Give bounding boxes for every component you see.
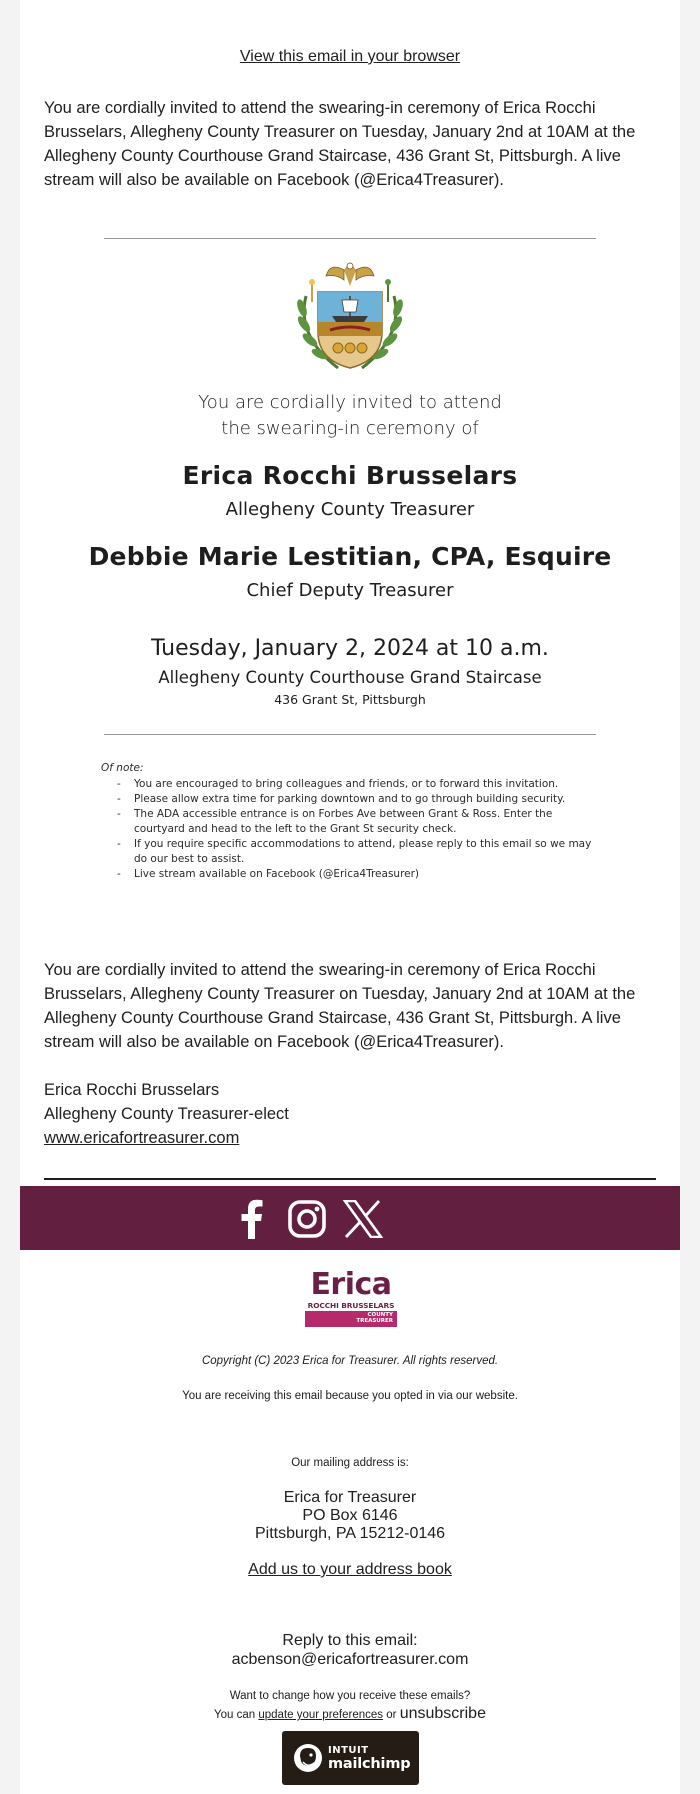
invitation-line-1: You are cordially invited to attend [198,392,502,413]
facebook-icon[interactable] [230,1198,272,1240]
unsubscribe-link[interactable]: unsubscribe [399,1705,486,1722]
change-question: Want to change how you receive these emails? [229,1690,471,1702]
invitation-graphic [84,238,616,898]
event-address: 436 Grant St, Pittsburgh [274,692,426,707]
logo-band-line-1: COUNTY [367,1312,393,1318]
signature-block [44,1078,289,1150]
opt-in-reason: You are receiving this email because you opted in via our website. [182,1390,518,1402]
of-note-section [101,762,601,882]
preferences-row [20,1705,680,1724]
deputy-title: Chief Deputy Treasurer [246,580,454,601]
reply-email[interactable]: acbenson@ericafortreasurer.com [231,1651,469,1668]
view-in-browser-link[interactable]: View this email in your browser [239,48,461,65]
instagram-icon[interactable] [286,1198,328,1240]
treasurer-title: Allegheny County Treasurer [225,499,475,520]
address-book-row [20,1561,680,1579]
notes-list [101,777,601,882]
county-seal-icon [286,256,414,378]
mailing-address-label: Our mailing address is: [291,1457,409,1469]
mailing-address [20,1489,680,1543]
po-box: PO Box 6146 [302,1507,398,1524]
note-item: - Live stream available on Facebook (@Erica4Treasurer) [101,867,601,882]
logo-band [305,1311,397,1327]
invitation-top-rule [104,238,596,239]
note-item: - You are encouraged to bring colleagues and friends, or to forward this invitation. [101,777,601,792]
invitation-mid-rule [104,734,596,735]
reply-block [20,1631,680,1669]
preferences-block [20,1688,680,1724]
note-item: - The ADA accessible entrance is on Forbes Ave between Grant & Ross. Enter the courtyard and head to the left to the Grant St security check. [101,807,601,837]
you-can-text: You can [214,1709,256,1721]
website-link[interactable]: www.ericafortreasurer.com [44,1129,240,1147]
logo-band-line-2: TREASURER [356,1318,393,1324]
copyright-text: Copyright (C) 2023 Erica for Treasurer. All rights reserved. [201,1355,499,1367]
social-bar [20,1186,680,1250]
of-note-label: Of note: [101,762,144,774]
signature-title: Allegheny County Treasurer-elect [44,1105,289,1123]
city-state-zip: Pittsburgh, PA 15212-0146 [254,1525,446,1542]
mailchimp-wordmark: mailchimp [328,1756,411,1772]
treasurer-name: Erica Rocchi Brusselars [182,461,518,490]
view-in-browser-row [20,48,680,66]
note-item: - Please allow extra time for parking downtown and to go through building security. [101,792,601,807]
reply-label: Reply to this email: [282,1632,418,1649]
x-icon[interactable] [342,1198,384,1240]
or-text: or [386,1709,397,1721]
org-name: Erica for Treasurer [283,1489,417,1506]
mailchimp-freddie-icon [292,1742,324,1774]
note-item: - If you require specific accommodations to attend, please reply to this email so we may do our best to assist. [101,837,601,867]
event-date-time: Tuesday, January 2, 2024 at 10 a.m. [151,636,549,661]
logo-name: Erica [310,1267,392,1302]
outro-paragraph: You are cordially invited to attend the swearing-in ceremony of Erica Rocchi Brusselars, Allegheny County Treasurer on Tuesday, January 2nd at 10AM at the Allegheny County Courthouse Grand Staircase, 436 Grant St, Pittsburgh. A live stream will also be available on Facebook (@Erica4Treasurer). [44,961,636,1051]
campaign-logo [305,1268,397,1328]
event-venue: Allegheny County Courthouse Grand Staircase [158,668,542,687]
footer-divider [44,1178,656,1180]
update-preferences-link[interactable]: update your preferences [258,1709,384,1721]
intuit-wordmark: INTUIT [328,1745,369,1756]
email-card [20,0,680,1794]
mailchimp-badge[interactable] [282,1731,419,1785]
add-to-address-book-link[interactable]: Add us to your address book [248,1561,452,1578]
intro-paragraph: You are cordially invited to attend the swearing-in ceremony of Erica Rocchi Brusselars, Allegheny County Treasurer on Tuesday, January 2nd at 10AM at the Allegheny County Courthouse Grand Staircase, 436 Grant St, Pittsburgh. A live stream will also be available on Facebook (@Erica4Treasurer). [44,99,636,189]
signature-name: Erica Rocchi Brusselars [44,1081,220,1099]
deputy-name: Debbie Marie Lestitian, CPA, Esquire [88,542,612,571]
invitation-line-2: the swearing-in ceremony of [221,418,479,439]
logo-subtitle: ROCCHI BRUSSELARS [307,1301,395,1310]
